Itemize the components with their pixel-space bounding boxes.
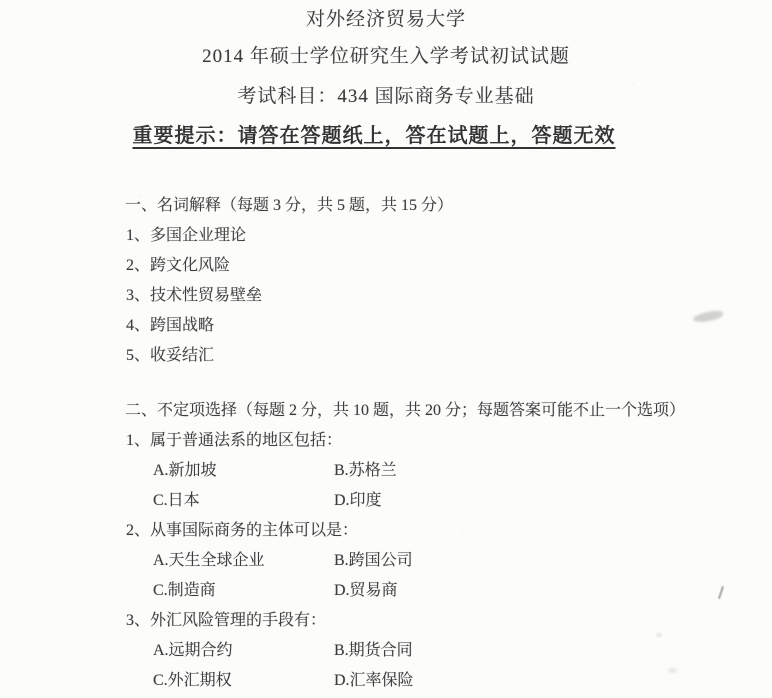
question-2-options-row-2 (153, 581, 772, 600)
term-item-5: 5、收妥结汇 (126, 347, 215, 364)
term-item-2: 2、跨文化风险 (126, 257, 231, 274)
question-2-option-b: B.跨国公司 (334, 552, 413, 569)
question-1-options-row-2 (153, 491, 772, 510)
question-1-option-c: C.日本 (153, 492, 200, 509)
scan-speck (668, 668, 677, 673)
question-3-options-row-1 (153, 641, 772, 660)
section-1-heading: 一、名词解释（每题 3 分，共 5 题，共 15 分） (125, 197, 454, 214)
question-3-option-c: C.外汇期权 (153, 672, 232, 689)
question-3-option-b: B.期货合同 (334, 642, 413, 659)
question-1-option-d: D.印度 (334, 492, 382, 509)
question-3-options-row-2 (153, 671, 772, 690)
term-item-1: 1、多国企业理论 (126, 227, 247, 244)
section-2-heading: 二、不定项选择（每题 2 分，共 10 题，共 20 分；每题答案可能不止一个选项） (125, 402, 686, 419)
subject-line: 考试科目：434 国际商务专业基础 (237, 86, 535, 107)
question-1-option-b: B.苏格兰 (334, 462, 397, 479)
exam-title: 2014 年硕士学位研究生入学考试初试试题 (202, 46, 570, 67)
question-2-option-a: A.天生全球企业 (153, 552, 265, 569)
university-name: 对外经济贸易大学 (305, 9, 466, 30)
question-2-option-d: D.贸易商 (334, 582, 398, 599)
question-1-option-a: A.新加坡 (153, 462, 217, 479)
question-3-stem: 3、外汇风险管理的手段有： (126, 612, 327, 629)
question-1-stem: 1、属于普通法系的地区包括： (126, 432, 343, 449)
question-2-options-row-1 (153, 551, 772, 570)
important-notice: 重要提示：请答在答题纸上，答在试题上，答题无效 (132, 125, 616, 147)
question-1-options-row-1 (153, 461, 772, 480)
scan-speck (656, 633, 662, 637)
question-3-option-d: D.汇率保险 (334, 672, 414, 689)
question-2-option-c: C.制造商 (153, 582, 216, 599)
question-2-stem: 2、从事国际商务的主体可以是： (126, 522, 359, 539)
term-item-4: 4、跨国战略 (126, 317, 215, 334)
question-3-option-a: A.远期合约 (153, 642, 233, 659)
term-item-3: 3、技术性贸易壁垒 (126, 287, 263, 304)
